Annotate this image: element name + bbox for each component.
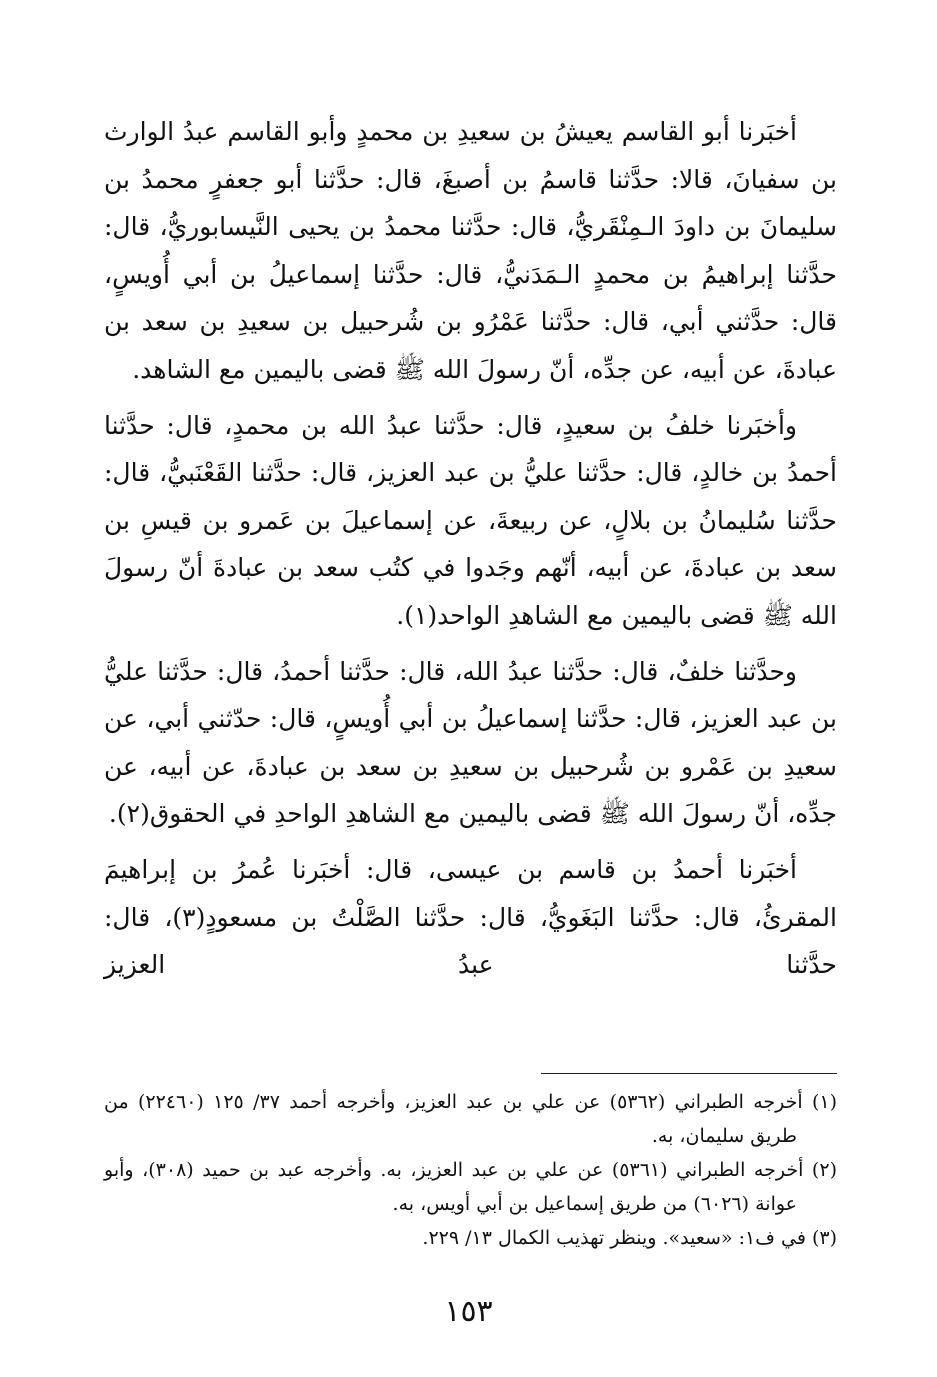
footnote-1: (١) أخرجه الطبراني (٥٣٦٢) عن علي بن عبد العزيز، وأخرجه أحمد ٣٧/ ١٢٥ (٢٢٤٦٠) من طريق سليمان، به.: [104, 1091, 837, 1147]
main-text-body: [104, 108, 837, 997]
footnotes-section: [104, 1085, 837, 1255]
paragraph-3: وحدَّثنا خلفٌ، قال: حدَّثنا عبدُ الله، قال: حدَّثنا أحمدُ، قال: حدَّثنا عليُّ بن عبد العزيز، قال: حدَّثنا إسماعيلُ بن أبي أُويسٍ، قال: حدّثني أبي، عن سعيدِ بن عَمْرو بن شُرحبيل بن سعيدِ بن سعد بن عبادةَ، عن أبيه، عن جدِّه، أنّ رسولَ الله ﷺ قضى باليمين مع الشاهدِ الواحدِ في الحقوق(٢).: [104, 656, 837, 829]
footnote-divider: [541, 1073, 837, 1074]
footnote-2: (٢) أخرجه الطبراني (٥٣٦١) عن علي بن عبد العزيز، به. وأخرجه عبد بن حميد (٣٠٨)، وأبو عوانة (٦٠٢٦) من طريق إسماعيل بن أبي أويس، به.: [104, 1159, 837, 1215]
footnote-3: (٣) في ف١: «سعيد». وينظر تهذيب الكمال ١٣/ ٢٢٩.: [422, 1227, 837, 1249]
paragraph-1: أخبَرنا أبو القاسم يعيشُ بن سعيدِ بن محمدٍ وأبو القاسم عبدُ الوارث بن سفيانَ، قالا: حدَّثنا قاسمُ بن أصبغَ، قال: حدَّثنا أبو جعفرٍ محمدُ بن سليمانَ بن داودَ الـمِنْقَريُّ، قال: حدَّثنا محمدُ بن يحيى النَّيسابوريُّ، قال: حدَّثنا إبراهيمُ بن محمدٍ الـمَدَنيُّ، قال: حدَّثنا إسماعيلُ بن أبي أُويسٍ، قال: حدَّثني أبي، قال: حدَّثنا عَمْرُو بن شُرحبيل بن سعيدِ بن سعد بن عبادةَ، عن أبيه، عن جدِّه، أنّ رسولَ الله ﷺ قضى باليمين مع الشاهد.: [104, 117, 837, 384]
paragraph-2: وأخبَرنا خلفُ بن سعيدٍ، قال: حدَّثنا عبدُ الله بن محمدٍ، قال: حدَّثنا أحمدُ بن خالدٍ، قال: حدَّثنا عليُّ بن عبد العزيز، قال: حدَّثنا القَعْنَبيُّ، قال: حدَّثنا سُليمانُ بن بلالٍ، عن ربيعةَ، عن إسماعيلَ بن عَمرو بن قيسِ بن سعد بن عبادةَ، عن أبيه، أنّهم وجَدوا في كتُب سعد بن عبادةَ أنّ رسولَ الله ﷺ قضى باليمين مع الشاهدِ الواحد(١).: [104, 410, 837, 630]
page-number: ١٥٣: [444, 1294, 493, 1329]
paragraph-4: أخبَرنا أحمدُ بن قاسم بن عيسى، قال: أخبَرنا عُمرُ بن إبراهيمَ المقرئُ، قال: حدَّثنا البَغَويُّ، قال: حدَّثنا الصَّلْتُ بن مسعودٍ(٣)، قال: حدَّثنا عبدُ العزيز: [104, 854, 837, 980]
